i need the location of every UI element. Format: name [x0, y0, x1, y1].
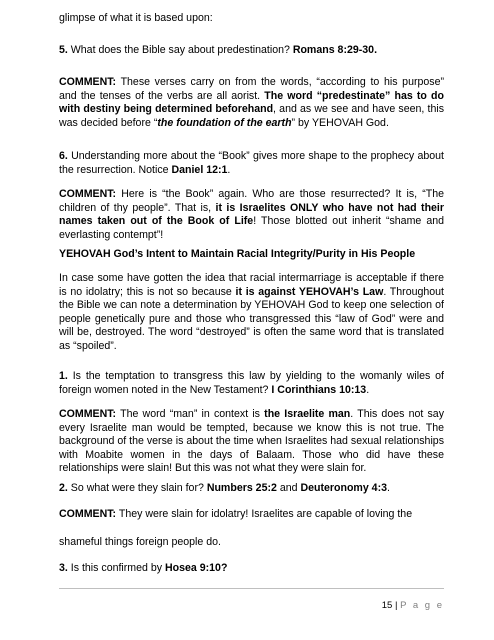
page-footer [382, 600, 444, 611]
question-5: 5. What does the Bible say about predestination? Romans 8:29-30. [59, 44, 378, 56]
page-word: P a g e [400, 600, 444, 611]
scripture-reference: Deuteronomy 4:3 [300, 482, 387, 494]
comment-label: COMMENT: [59, 76, 117, 88]
question-3: 3. Is this confirmed by Hosea 9:10? [59, 562, 228, 574]
comment-3: COMMENT: The word “man” in context is the Israelite man. This does not say every Israelite man would be tempted, because we know this is not true. The background of the verse is about the time when Israelites had sexual relationships with Moabite women in the days of Balaam. Those who did have these relationships were slain! But this was not what they were slain for. [59, 408, 444, 475]
scripture-reference: Hosea 9:10? [165, 562, 228, 574]
comment-label: COMMENT: [59, 188, 117, 200]
question-number: 5. [59, 44, 68, 56]
footer-divider [59, 588, 444, 589]
footer-separator: | [392, 600, 401, 611]
section-heading: YEHOVAH God’s Intent to Maintain Racial Integrity/Purity in His People [59, 248, 416, 260]
question-number: 3. [59, 562, 68, 574]
comment-label: COMMENT: [59, 408, 117, 420]
page-number: 15 [381, 600, 393, 611]
scripture-reference: I Corinthians 10:13 [271, 383, 367, 396]
question-number: 2. [59, 482, 68, 494]
question-1: 1. Is the temptation to transgress this law by yielding to the womanly wiles of foreign women noted in the New Testament? I Corinthians 10:13. [59, 370, 444, 396]
comment-label: COMMENT: [59, 508, 117, 520]
question-6: 6. Understanding more about the “Book” gives more shape to the prophecy about the resurrection. Notice Daniel 12:1. [59, 150, 444, 176]
comment-4-continued: shameful things foreign people do. [59, 536, 221, 548]
question-number: 1. [59, 370, 68, 382]
comment-4: COMMENT: They were slain for idolatry! Israelites are capable of loving the [59, 508, 413, 520]
paragraph-racial-integrity: In case some have gotten the idea that racial intermarriage is acceptable if there is no idolatry; this is not so because it is against YEHOVAH’s Law. Throughout the Bible we can note a determination by YEHOVAH God to keep one selection of people genetically pure and those who transgressed this “law of God” were and will be, destroyed. The word “destroyed” is often the same word that is translated as “spoiled”. [59, 272, 444, 352]
question-2: 2. So what were they slain for? Numbers 25:2 and Deuteronomy 4:3. [59, 482, 390, 494]
scripture-reference: Romans 8:29-30. [292, 44, 378, 56]
comment-1: COMMENT: These verses carry on from the words, “according to his purpose” and the tenses of the verbs are all aorist. The word “predestinate” has to do with destiny being determined beforehand, and as we see and have seen, this was decided before “the foundation of the earth” by YEHOVAH God. [59, 76, 444, 129]
paragraph-intro: glimpse of what it is based upon: [59, 12, 213, 24]
question-number: 6. [59, 150, 68, 162]
comment-2: COMMENT: Here is “the Book” again. Who are those resurrected? It is, “The children of thy people”. That is, it is Israelites ONLY who have not had their names taken out of the Book of Life! Those blotted out inherit “shame and everlasting contempt”! [59, 188, 444, 241]
scripture-reference: Daniel 12:1 [171, 163, 228, 176]
scripture-reference: Numbers 25:2 [206, 482, 277, 494]
